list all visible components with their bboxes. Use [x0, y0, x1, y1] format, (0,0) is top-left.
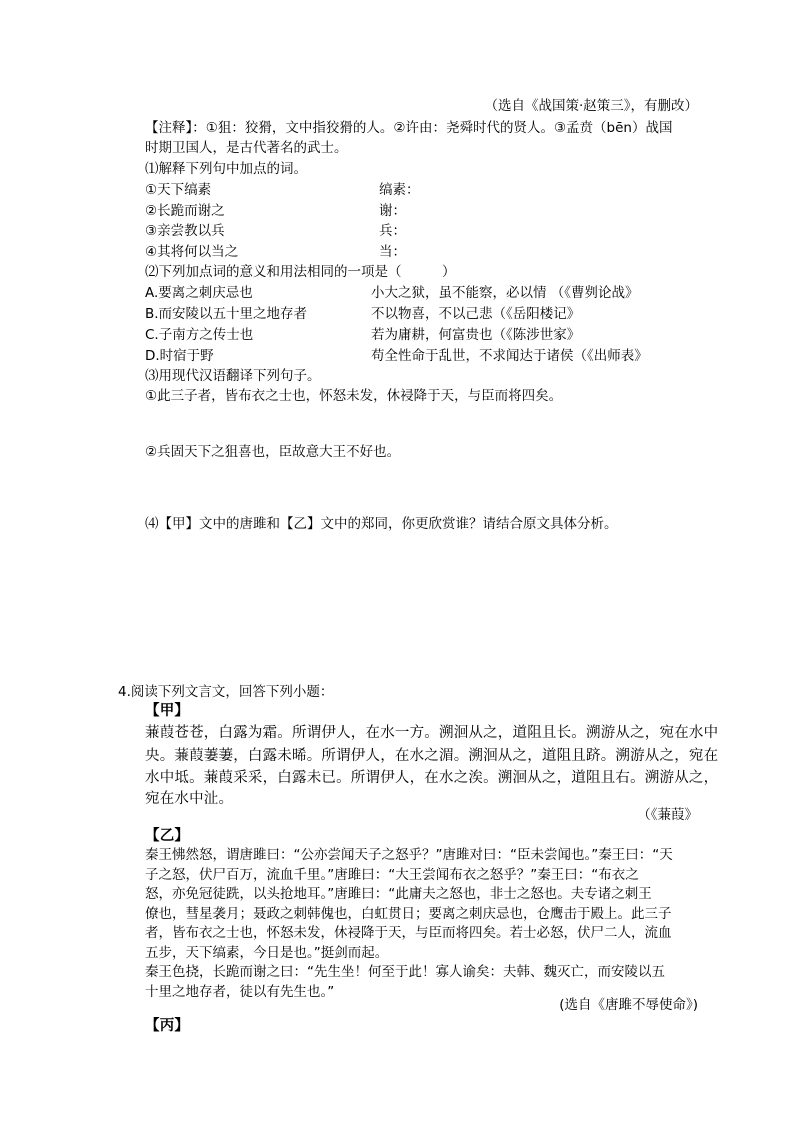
- passage-yi-line: 僚也，彗星袭月；聂政之刺韩傀也，白虹贯日；要离之刺庆忌也，仓鹰击于殿上。此三子: [145, 906, 672, 922]
- q1-item-left: ①天下缟素: [145, 182, 212, 198]
- q1-item-answer-label: 缟素：: [379, 182, 420, 198]
- passage-jia-line: 央。蒹葭萋萋，白露未晞。所谓伊人，在水之湄。溯洄从之，道阻且跻。溯游从之，宛在: [145, 748, 719, 764]
- q1-item-left: ③亲尝教以兵: [145, 223, 225, 239]
- section-4-title: 4.阅读下列文言文，回答下列小题：: [118, 684, 334, 700]
- passage-jia-line: 蒹葭苍苍，白露为霜。所谓伊人，在水一方。溯洄从之，道阻且长。溯游从之，宛在水中: [145, 725, 719, 741]
- passage-bing-label: 【丙】: [145, 1018, 190, 1034]
- passage-yi-line: 五步，天下缟素，今日是也。”挺剑而起。: [145, 945, 389, 961]
- q2-option-right: 若为庸耕，何富贵也（《陈涉世家》: [371, 327, 581, 343]
- q1-item-answer-label: 当：: [379, 244, 406, 260]
- q2-option-left: D.时宿于野: [145, 348, 214, 364]
- passage-yi-label: 【乙】: [145, 828, 190, 844]
- q1-item-answer-label: 兵：: [379, 223, 406, 239]
- annotation-line-1: 【注释】：①狙：狡猾，文中指狡猾的人。②许由：尧舜时代的贤人。③孟贲（bēn）战国: [145, 120, 673, 136]
- q2-option-left: A.要离之刺庆忌也: [145, 285, 253, 301]
- passage-yi-source: (选自《唐雎不辱使命》): [559, 997, 698, 1013]
- passage-yi-line: 十里之地存者，徒以有先生也。”: [145, 984, 335, 1000]
- question-1-prompt: ⑴解释下列句中加点的词。: [145, 161, 307, 177]
- q2-option-left: C.子南方之传士也: [145, 327, 254, 343]
- passage-yi-line: 秦王色挠，长跪而谢之曰：“先生坐！何至于此！寡人谕矣：夫韩、魏灭亡，而安陵以五: [145, 964, 665, 980]
- q2-option-left: B.而安陵以五十里之地存者: [145, 306, 308, 322]
- passage-yi-line: 怒，亦免冠徒跣，以头抢地耳。”唐雎曰：“此庸夫之怒也，非士之怒也。夫专诸之刺王: [145, 886, 652, 902]
- question-4-prompt: ⑷【甲】文中的唐雎和【乙】文中的郑同，你更欣赏谁？请结合原文具体分析。: [145, 516, 618, 532]
- passage-jia-line: 宛在水中沚。: [145, 791, 234, 807]
- q2-option-right: 小大之狱，虽不能察，必以情 （《曹刿论战》: [371, 285, 639, 301]
- q1-item-left: ②长跪而谢之: [145, 203, 225, 219]
- passage-jia-source: （《蒹葭》: [637, 807, 698, 823]
- question-2-prompt: ⑵下列加点词的意义和用法相同的一项是（ ）: [145, 264, 456, 280]
- passage-yi-line: 秦王怫然怒，谓唐雎曰：“公亦尝闻天子之怒乎？”唐雎对曰：“臣未尝闻也。”秦王曰：“天: [145, 847, 673, 863]
- passage-jia-line: 水中坻。蒹葭采采，白露未已。所谓伊人，在水之涘。溯洄从之，道阻且右。溯游从之，: [145, 770, 719, 786]
- q1-item-answer-label: 谢：: [379, 203, 406, 219]
- source-citation-top: （选自《战国策·赵策三》，有删改）: [484, 98, 698, 114]
- q2-option-right: 苟全性命于乱世，不求闻达于诸侯（《出师表》: [371, 348, 648, 364]
- passage-yi-line: 者，皆布衣之士也，怀怒未发，休祲降于天，与臣而将四矣。若士必怒，伏尸二人，流血: [145, 925, 672, 941]
- passage-yi-line: 子之怒，伏尸百万，流血千里。”唐雎曰：“大王尝闻布衣之怒乎？”秦王曰：“布衣之: [145, 867, 639, 883]
- q3-sentence-2: ②兵固天下之狙喜也，臣故意大王不好也。: [145, 444, 401, 460]
- annotation-line-2: 时期卫国人，是古代著名的武士。: [145, 140, 348, 156]
- passage-jia-label: 【甲】: [145, 703, 190, 719]
- question-3-prompt: ⑶用现代汉语翻译下列句子。: [145, 368, 321, 384]
- q3-sentence-1: ①此三子者，皆布衣之士也，怀怒未发，休祲降于天，与臣而将四矣。: [145, 388, 563, 404]
- q1-item-left: ④其将何以当之: [145, 244, 239, 260]
- q2-option-right: 不以物喜，不以己悲（《岳阳楼记》: [371, 306, 581, 322]
